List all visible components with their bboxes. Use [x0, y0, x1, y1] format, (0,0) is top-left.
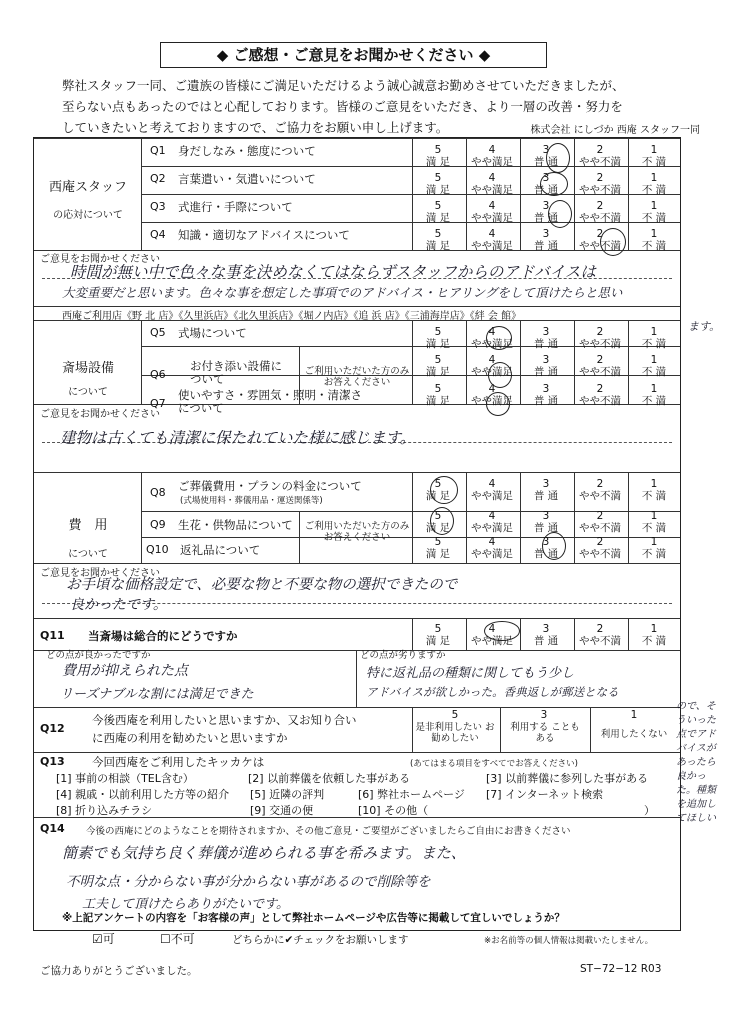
q7-number: Q7	[150, 397, 166, 410]
score-cell[interactable]	[465, 172, 519, 196]
q14-line-3: 工夫して頂けたらありがたいです。	[82, 897, 289, 912]
score-number: 4	[488, 200, 496, 212]
score-label: やや満足	[471, 490, 513, 502]
q13-option-4[interactable]: [4] 親戚・以前利用した方等の紹介	[56, 788, 230, 801]
score-cell[interactable]	[465, 478, 519, 502]
score-number: 5	[434, 478, 442, 490]
score-label: 普 通	[533, 156, 559, 168]
score-number: 3	[542, 478, 550, 490]
score-number: 3	[542, 326, 550, 338]
intro-line-1: 弊社スタッフ一同、ご遺族の皆様にご満足いただけるよう誠心誠意お勤めさせていただきましたが、	[62, 78, 625, 93]
score-label: 満 足	[425, 490, 451, 502]
score-number: 2	[596, 144, 604, 156]
score-number: 1	[650, 144, 658, 156]
staff-opinion-label: ご意見をお聞かせください	[40, 254, 160, 265]
score-cell[interactable]	[573, 478, 627, 502]
score-number: 5	[434, 200, 442, 212]
q9-text: 生花・供物品について	[178, 518, 293, 532]
score-label: 普 通	[533, 635, 559, 647]
q12-option-3-score: 1	[630, 709, 638, 721]
score-number: 2	[596, 510, 604, 522]
q13-option-8[interactable]: [8] 折り込みチラシ	[56, 804, 153, 817]
q13-option-6[interactable]: [6] 弊社ホームページ	[358, 788, 465, 801]
score-label: やや不満	[579, 522, 621, 534]
score-number: 3	[542, 228, 550, 240]
q4-text: 知識・適切なアドバイスについて	[178, 228, 350, 242]
score-cell[interactable]	[465, 228, 519, 252]
consent-instruction: どちらかに✔チェックをお願いします	[232, 934, 409, 946]
score-label: やや不満	[579, 338, 621, 350]
score-number: 4	[488, 536, 496, 548]
score-label: 不 満	[641, 395, 667, 407]
q13-number: Q13	[40, 755, 65, 768]
score-cell[interactable]	[519, 510, 573, 534]
score-number: 1	[650, 200, 658, 212]
q11-side-note: ので、そういった点でアドバイスがあったら良かった。種類を追加してほしい	[676, 701, 716, 824]
score-cell[interactable]	[519, 623, 573, 647]
score-cell[interactable]	[519, 478, 573, 502]
q5-text: 式場について	[178, 326, 247, 340]
consent-no[interactable]	[160, 930, 195, 947]
score-cell[interactable]	[465, 536, 519, 560]
q7-text: 使いやすさ・雰囲気・照明・清潔さについて	[178, 388, 362, 415]
cost-opinion-line-1: お手頃な価格設定で、必要な物と不要な物の選択できたので	[66, 577, 458, 593]
q1-text: 身だしなみ・態度について	[178, 144, 316, 158]
halls-line: 西庵ご利用店《野 北 店》《久里浜店》《北久里浜店》《堀ノ内店》《追 浜 店》《三浦海岸店》《絆 会 館》	[62, 311, 522, 322]
score-number: 3	[542, 354, 550, 366]
survey-title: ◆ ご感想・ご意見をお聞かせください ◆	[160, 42, 547, 68]
q13-option-1[interactable]: [1] 事前の相談（TEL含む）	[56, 772, 194, 785]
facility-opinion: 建物は古くても清潔に保たれていた様に感じます。	[60, 429, 416, 447]
company-name: 株式会社 にしづか 西庵 スタッフ一同	[530, 125, 700, 136]
score-cell[interactable]	[411, 536, 465, 560]
q13-option-5[interactable]: [5] 近隣の評判	[250, 788, 325, 801]
score-number: 5	[434, 510, 442, 522]
q11-bad-line-1: 特に返礼品の種類に関してもう少し	[366, 666, 575, 681]
checkbox-icon: ☐	[160, 932, 171, 946]
score-cell[interactable]	[411, 383, 465, 407]
score-label: 不 満	[641, 338, 667, 350]
score-number: 1	[650, 228, 658, 240]
q13-option-9[interactable]: [9] 交通の便	[250, 804, 314, 817]
score-number: 5	[434, 536, 442, 548]
cost-opinion-line-2: 良かったです。	[70, 597, 167, 613]
score-cell[interactable]	[627, 172, 681, 196]
score-cell[interactable]	[573, 536, 627, 560]
score-label: やや不満	[579, 240, 621, 252]
consent-no-label: 不可	[170, 932, 195, 946]
facility-section-label: 斎場設備	[61, 361, 114, 376]
score-cell[interactable]	[573, 623, 627, 647]
thanks-text: ご協力ありがとうございました。	[40, 965, 198, 977]
facility-note: ご利用いただいた方のみお答えください	[304, 366, 410, 388]
score-number: 4	[488, 383, 496, 395]
score-number: 1	[650, 354, 658, 366]
score-cell[interactable]	[573, 354, 627, 378]
score-cell[interactable]	[411, 172, 465, 196]
q13-option-10-close: ）	[644, 804, 655, 817]
q8-text: ご葬儀費用・プランの料金について	[178, 479, 362, 493]
score-cell[interactable]	[627, 326, 681, 350]
score-label: 不 満	[641, 548, 667, 560]
q11-good-label: どの点が良かったですか	[46, 650, 151, 661]
score-cell[interactable]	[627, 383, 681, 407]
staff-opinion-line-1: 時間が無い中で色々な事を決めなくてはならずスタッフからのアドバイスは	[70, 263, 596, 281]
score-cell[interactable]	[627, 200, 681, 224]
q12-text-2: に西庵の利用を勧めたいと思いますか	[92, 731, 288, 745]
q10-number: Q10	[146, 543, 169, 556]
score-label: やや満足	[471, 338, 513, 350]
score-number: 1	[650, 172, 658, 184]
score-label: 普 通	[533, 522, 559, 534]
score-number: 4	[488, 478, 496, 490]
q12-number: Q12	[40, 722, 65, 735]
score-number: 3	[542, 536, 550, 548]
score-label: 普 通	[533, 338, 559, 350]
cost-section-sub: について	[68, 549, 108, 560]
score-cell[interactable]	[465, 510, 519, 534]
score-number: 1	[650, 536, 658, 548]
q1-number: Q1	[150, 144, 166, 157]
score-cell[interactable]	[411, 623, 465, 647]
score-label: 不 満	[641, 490, 667, 502]
q11-text: 当斎場は総合的にどうですか	[88, 629, 238, 643]
staff-opinion-line-2: 大変重要だと思います。色々な事を想定した事項でのアドバイス・ヒアリングをして頂けたらと思い	[62, 285, 623, 300]
score-label: 不 満	[641, 240, 667, 252]
score-cell[interactable]	[573, 510, 627, 534]
score-label: やや不満	[579, 548, 621, 560]
q11-number: Q11	[40, 629, 65, 642]
score-number: 2	[596, 354, 604, 366]
facility-section-sub: について	[68, 387, 108, 398]
score-cell[interactable]	[519, 228, 573, 252]
score-label: やや満足	[471, 240, 513, 252]
score-number: 5	[434, 228, 442, 240]
staff-section-label: 西庵スタッフ	[48, 180, 127, 195]
score-number: 5	[434, 354, 442, 366]
score-number: 2	[596, 228, 604, 240]
score-number: 2	[596, 478, 604, 490]
score-number: 3	[542, 383, 550, 395]
score-cell[interactable]	[627, 536, 681, 560]
q8-number: Q8	[150, 486, 166, 499]
score-label: やや満足	[471, 366, 513, 378]
cost-section-label: 費 用	[68, 518, 108, 533]
score-cell[interactable]	[627, 478, 681, 502]
score-number: 1	[650, 623, 658, 635]
q5-number: Q5	[150, 326, 166, 339]
score-label: やや満足	[471, 522, 513, 534]
score-number: 2	[596, 536, 604, 548]
score-cell[interactable]	[573, 200, 627, 224]
q13-option-2[interactable]: [2] 以前葬儀を依頼した事がある	[248, 772, 411, 785]
q14-number: Q14	[40, 822, 65, 835]
score-label: 普 通	[533, 212, 559, 224]
score-cell[interactable]	[627, 144, 681, 168]
score-number: 5	[434, 144, 442, 156]
consent-yes-label: 可	[102, 932, 115, 946]
score-number: 1	[650, 383, 658, 395]
score-number: 1	[650, 326, 658, 338]
score-cell[interactable]	[519, 383, 573, 407]
q13-option-7[interactable]: [7] インターネット検索	[486, 788, 604, 801]
q3-number: Q3	[150, 200, 166, 213]
score-number: 5	[434, 623, 442, 635]
score-label: やや不満	[579, 184, 621, 196]
score-label: 満 足	[425, 212, 451, 224]
score-number: 4	[488, 172, 496, 184]
score-number: 5	[434, 326, 442, 338]
score-number: 4	[488, 326, 496, 338]
q13-option-3[interactable]: [3] 以前葬儀に参列した事がある	[486, 772, 649, 785]
q11-bad-label: どの点が劣りますか	[360, 650, 446, 661]
score-cell[interactable]	[627, 623, 681, 647]
score-number: 5	[434, 172, 442, 184]
score-number: 2	[596, 326, 604, 338]
score-label: 不 満	[641, 212, 667, 224]
q6-text: お付き添い設備について	[190, 359, 282, 386]
score-number: 4	[488, 144, 496, 156]
staff-opinion-tail: ます。	[688, 320, 721, 333]
q9-number: Q9	[150, 518, 166, 531]
score-label: 不 満	[641, 366, 667, 378]
score-label: 普 通	[533, 240, 559, 252]
score-cell[interactable]	[519, 326, 573, 350]
score-label: やや不満	[579, 395, 621, 407]
score-label: やや満足	[471, 635, 513, 647]
score-cell[interactable]	[465, 200, 519, 224]
score-number: 2	[596, 200, 604, 212]
q11-good-line-1: 費用が抑えられた点	[62, 663, 188, 679]
score-label: 満 足	[425, 635, 451, 647]
score-number: 4	[488, 228, 496, 240]
score-cell[interactable]	[411, 354, 465, 378]
score-cell[interactable]	[573, 326, 627, 350]
score-label: 不 満	[641, 156, 667, 168]
q8-subtext: (式場使用料・葬儀用品・運送関係等)	[180, 496, 323, 506]
score-label: 満 足	[425, 366, 451, 378]
score-label: やや満足	[471, 156, 513, 168]
score-label: 不 満	[641, 635, 667, 647]
q12-option-2-score: 3	[540, 709, 548, 721]
intro-line-3: していきたいと考えておりますので、ご協力をお願い申し上げます。	[62, 120, 449, 135]
score-label: 普 通	[533, 184, 559, 196]
q14-text: 今後の西庵にどのようなことを期待されますか、その他ご意見・ご要望がございましたらご自由にお書きください	[86, 826, 571, 837]
score-number: 3	[542, 623, 550, 635]
q3-text: 式進行・手際について	[178, 200, 293, 214]
score-cell[interactable]	[411, 144, 465, 168]
score-label: 普 通	[533, 548, 559, 560]
q12-option-3-label: 利用したくない	[600, 729, 668, 740]
score-number: 2	[596, 172, 604, 184]
q2-number: Q2	[150, 172, 166, 185]
score-label: やや満足	[471, 395, 513, 407]
score-number: 5	[434, 383, 442, 395]
score-cell[interactable]	[465, 144, 519, 168]
score-number: 2	[596, 383, 604, 395]
privacy-note: ※お名前等の個人情報は掲載いたしません。	[484, 936, 654, 946]
score-cell[interactable]	[573, 144, 627, 168]
q10-text: 返礼品について	[180, 543, 261, 557]
facility-opinion-label: ご意見をお聞かせください	[40, 409, 160, 420]
score-label: やや不満	[579, 212, 621, 224]
score-label: やや不満	[579, 635, 621, 647]
score-cell[interactable]	[627, 228, 681, 252]
cost-opinion-label: ご意見をお聞かせください	[40, 568, 160, 579]
score-number: 1	[650, 478, 658, 490]
score-number: 1	[650, 510, 658, 522]
q11-bad-line-2: アドバイスが欲しかった。香典返しが郵送となる	[366, 685, 619, 699]
score-label: 満 足	[425, 184, 451, 196]
q12-text-1: 今後西庵を利用したいと思いますか、又お知り合い	[92, 713, 357, 727]
score-label: 満 足	[425, 548, 451, 560]
score-label: 普 通	[533, 490, 559, 502]
q13-text: 今回西庵をご利用したキッカケは	[92, 755, 265, 769]
cost-note: ご利用いただいた方のみお答えください	[304, 521, 410, 543]
q4-number: Q4	[150, 228, 166, 241]
score-label: 満 足	[425, 395, 451, 407]
score-number: 3	[542, 172, 550, 184]
q12-option-2-label: 利用する こともある	[510, 722, 580, 744]
score-cell[interactable]	[411, 326, 465, 350]
score-cell[interactable]	[573, 383, 627, 407]
intro-line-2: 至らない点もあったのではと心配しております。皆様のご意見をいただき、より一層の改善・努力を	[62, 99, 623, 114]
q2-text: 言葉遣い・気遣いについて	[178, 172, 316, 186]
score-label: やや不満	[579, 490, 621, 502]
score-label: 普 通	[533, 395, 559, 407]
score-number: 2	[596, 623, 604, 635]
score-cell[interactable]	[519, 354, 573, 378]
q14-line-1: 簡素でも気持ち良く葬儀が進められる事を希みます。また、	[62, 844, 466, 862]
score-cell[interactable]	[411, 228, 465, 252]
score-label: やや満足	[471, 212, 513, 224]
score-label: 満 足	[425, 522, 451, 534]
q14-line-2: 不明な点・分からない事が分からない事があるので削除等を	[66, 874, 431, 890]
score-label: やや満足	[471, 548, 513, 560]
score-label: やや満足	[471, 184, 513, 196]
score-label: 普 通	[533, 366, 559, 378]
q13-note: (あてはまる項目をすべてでお答えください)	[410, 759, 578, 769]
checked-box-icon: ☑	[92, 932, 103, 946]
q11-good-line-2: リーズナブルな割には満足できた	[60, 687, 254, 702]
score-number: 4	[488, 354, 496, 366]
consent-question: ※上記アンケートの内容を「お客様の声」として弊社ホームページや広告等に掲載して宜しいでしょうか？	[62, 912, 565, 924]
score-cell[interactable]	[627, 354, 681, 378]
score-label: 満 足	[425, 240, 451, 252]
staff-section-sub: の応対について	[53, 210, 123, 221]
score-label: 満 足	[425, 338, 451, 350]
score-number: 3	[542, 144, 550, 156]
score-cell[interactable]	[573, 172, 627, 196]
form-code: ST−72−12 R03	[580, 963, 662, 975]
score-number: 4	[488, 623, 496, 635]
consent-yes[interactable]	[92, 930, 115, 947]
score-cell[interactable]	[411, 200, 465, 224]
score-label: 満 足	[425, 156, 451, 168]
score-cell[interactable]	[627, 510, 681, 534]
score-label: やや不満	[579, 156, 621, 168]
q12-option-1-score: 5	[451, 709, 459, 721]
score-number: 3	[542, 510, 550, 522]
score-label: やや不満	[579, 366, 621, 378]
q6-number: Q6	[150, 368, 166, 381]
score-number: 4	[488, 510, 496, 522]
score-number: 3	[542, 200, 550, 212]
q13-option-10[interactable]: [10] その他（	[358, 804, 429, 817]
score-label: 不 満	[641, 522, 667, 534]
score-label: 不 満	[641, 184, 667, 196]
q12-option-1-label: 是非利用したい お勧めしたい	[415, 722, 495, 744]
